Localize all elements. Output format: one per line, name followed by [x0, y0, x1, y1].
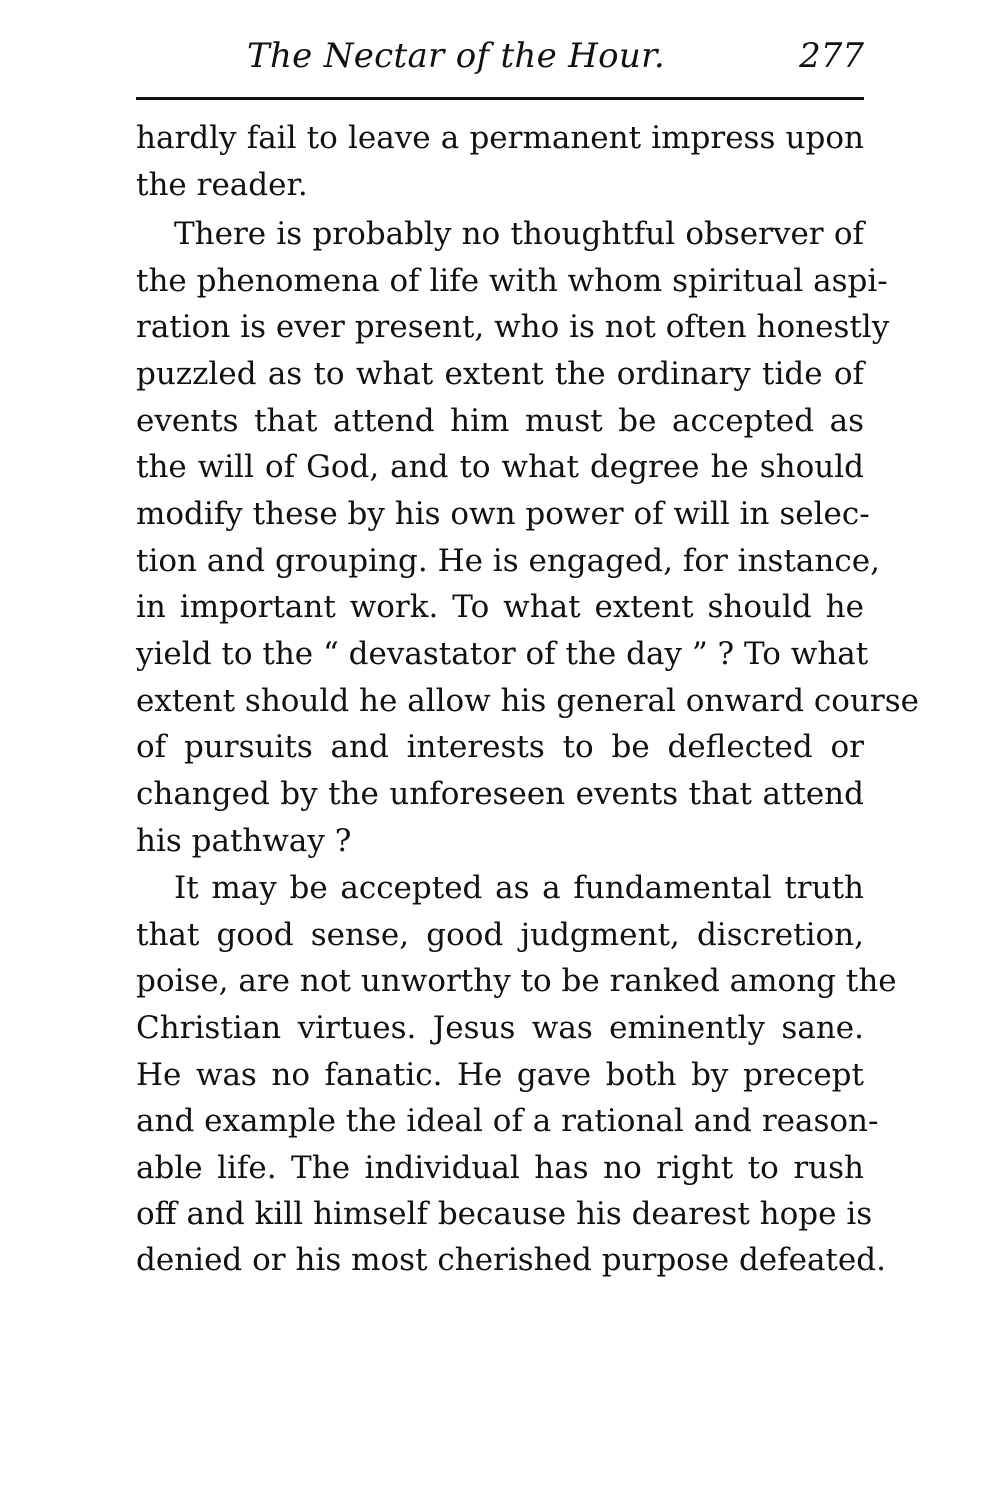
text-line: puzzled as to what extent the ordinary tide of	[136, 356, 864, 392]
text-line: that good sense, good judgment, discretion,	[136, 917, 864, 953]
running-title: The Nectar of the Hour.	[246, 36, 665, 76]
text-line: It may be accepted as a fundamental truth	[174, 870, 864, 906]
text-line: denied or his most cherished purpose defeated.	[136, 1242, 886, 1278]
text-line: his pathway ?	[136, 823, 352, 859]
text-line: events that attend him must be accepted as	[136, 403, 864, 439]
text-line: He was no fanatic. He gave both by precept	[136, 1057, 864, 1093]
text-line: the will of God, and to what degree he should	[136, 449, 864, 485]
text-line: poise, are not unworthy to be ranked among the	[136, 963, 897, 999]
page-number: 277	[799, 36, 864, 76]
text-line: in important work. To what extent should he	[136, 589, 864, 625]
text-line: extent should he allow his general onward course	[136, 683, 919, 719]
text-line: tion and grouping. He is engaged, for instance,	[136, 543, 880, 579]
running-head	[136, 36, 864, 86]
text-line: yield to the “ devastator of the day ” ? To what	[136, 636, 869, 672]
text-line: ration is ever present, who is not often honestly	[136, 309, 890, 345]
text-line: of pursuits and interests to be deflected or	[136, 729, 864, 765]
text-line: Christian virtues. Jesus was eminently sane.	[136, 1010, 864, 1046]
text-line: able life. The individual has no right to rush	[136, 1150, 864, 1186]
text-line: changed by the unforeseen events that attend	[136, 776, 864, 812]
text-line: hardly fail to leave a permanent impress upon	[136, 120, 864, 156]
text-line: off and kill himself because his dearest hope is	[136, 1196, 873, 1232]
text-line: and example the ideal of a rational and reason-	[136, 1103, 879, 1139]
text-line: the reader.	[136, 167, 308, 203]
text-line: modify these by his own power of will in selec-	[136, 496, 870, 532]
text-line: the phenomena of life with whom spiritual aspi-	[136, 263, 888, 299]
header-rule	[136, 97, 864, 100]
text-line: There is probably no thoughtful observer of	[174, 216, 864, 252]
